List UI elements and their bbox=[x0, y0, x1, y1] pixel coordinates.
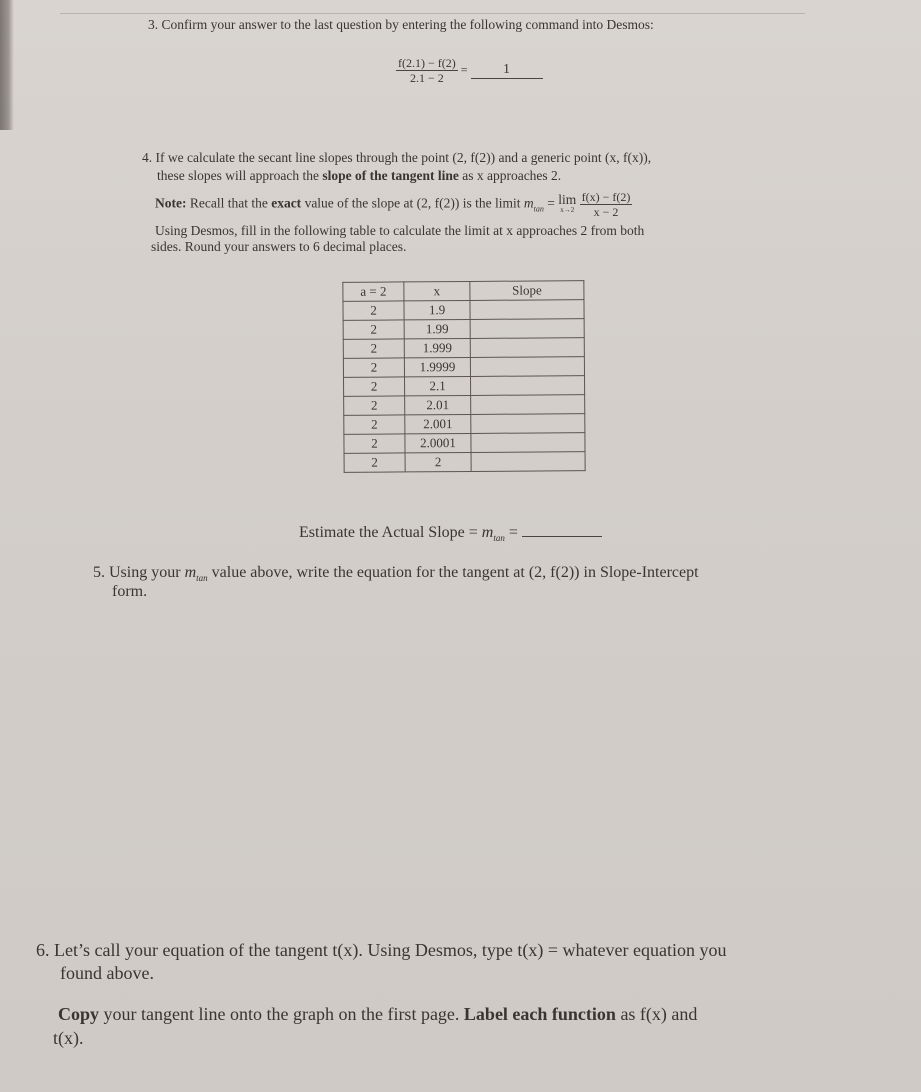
cell-a: 2 bbox=[344, 415, 405, 434]
cell-x: 2.001 bbox=[405, 414, 471, 433]
cell-x: 2.0001 bbox=[405, 433, 471, 452]
q4-line2-bold: slope of the tangent line bbox=[322, 168, 459, 183]
binder-edge bbox=[0, 0, 14, 130]
q5-text-a: Using your bbox=[109, 564, 181, 581]
q4-line2 bbox=[157, 167, 847, 184]
cell-x: 2.01 bbox=[405, 395, 471, 414]
q4-lim bbox=[558, 191, 577, 216]
cell-a: 2 bbox=[343, 358, 404, 377]
cell-slope[interactable] bbox=[470, 300, 584, 320]
top-rule bbox=[60, 13, 805, 14]
estimate-answer-blank[interactable] bbox=[522, 522, 602, 537]
estimate-m-sub: tan bbox=[493, 533, 505, 544]
q6-line1 bbox=[36, 938, 906, 963]
cell-x: 1.999 bbox=[404, 338, 470, 357]
q4-lim-label: lim bbox=[558, 191, 577, 207]
q4-number: 4. bbox=[142, 150, 153, 165]
cell-x: 2.1 bbox=[405, 376, 471, 395]
header-slope: Slope bbox=[470, 281, 584, 301]
cell-x: 1.9 bbox=[404, 300, 470, 319]
cell-a: 2 bbox=[343, 301, 404, 320]
table-row bbox=[343, 338, 584, 359]
q4-m-tan-sub: tan bbox=[533, 204, 544, 214]
q3-answer-mark: 1 bbox=[503, 62, 511, 78]
slope-table bbox=[342, 280, 585, 473]
q4-line2-b: as x approaches 2. bbox=[462, 168, 562, 183]
q4-line1: If we calculate the secant line slopes through the point (2, f(2)) and a generic point (x, f(x)), bbox=[155, 150, 652, 165]
cell-a: 2 bbox=[343, 339, 404, 358]
q5-m: m bbox=[184, 564, 197, 581]
q4-note-b: value of the slope at (2, f(2)) is the limit bbox=[304, 195, 521, 211]
q6-copy-c: t(x). bbox=[53, 1028, 84, 1048]
cell-a: 2 bbox=[344, 396, 405, 415]
q6-label-bold: Label each function bbox=[463, 1004, 616, 1024]
q3-answer-blank[interactable] bbox=[471, 62, 543, 79]
q3-equals: = bbox=[460, 62, 468, 77]
table-row bbox=[344, 376, 585, 397]
table-row bbox=[344, 395, 585, 416]
q3-instruction: Confirm your answer to the last question by entering the following command into Desmos: bbox=[161, 17, 654, 32]
q6-copy-bold: Copy bbox=[58, 1004, 100, 1024]
header-a: a = 2 bbox=[343, 282, 404, 301]
q5-line2: form. bbox=[112, 583, 148, 600]
q6-line1-text: Let’s call your equation of the tangent t(x). Using Desmos, type t(x) = whatever equation you bbox=[54, 940, 727, 960]
cell-slope[interactable] bbox=[471, 414, 585, 434]
q5-line1 bbox=[93, 562, 873, 589]
cell-x: 2 bbox=[405, 452, 471, 471]
estimate-m: m bbox=[481, 524, 494, 541]
q4-intro bbox=[142, 149, 832, 166]
table-row bbox=[343, 300, 584, 321]
header-x: x bbox=[404, 281, 470, 300]
cell-a: 2 bbox=[344, 453, 405, 472]
q6-number: 6. bbox=[36, 940, 50, 960]
table-header-row bbox=[343, 281, 584, 302]
estimate-label: Estimate the Actual Slope = bbox=[299, 524, 478, 541]
q6-line2: found above. bbox=[60, 963, 154, 983]
q4-using-line2: sides. Round your answers to 6 decimal places. bbox=[151, 239, 407, 254]
table-row bbox=[343, 357, 584, 378]
q3-fraction bbox=[396, 56, 458, 85]
cell-x: 1.99 bbox=[404, 319, 470, 338]
q4-note-label: Note: bbox=[155, 195, 187, 211]
q3-frac-top: f(2.1) − f(2) bbox=[398, 56, 456, 70]
q3-text bbox=[148, 16, 654, 33]
q4-note-bold: exact bbox=[271, 195, 302, 211]
cell-slope[interactable] bbox=[471, 433, 585, 453]
cell-slope[interactable] bbox=[470, 376, 584, 396]
q5-text-b: value above, write the equation for the tangent at (2, f(2)) in Slope-Intercept bbox=[211, 564, 699, 581]
cell-a: 2 bbox=[343, 320, 404, 339]
q3-formula bbox=[396, 56, 543, 85]
estimate-line bbox=[299, 522, 602, 549]
table-row bbox=[344, 433, 585, 454]
cell-slope[interactable] bbox=[470, 319, 584, 339]
q6-copy-b: as f(x) and bbox=[620, 1004, 698, 1024]
q4-using-line1: Using Desmos, fill in the following table to calculate the limit at x approaches 2 from both bbox=[155, 223, 645, 238]
cell-slope[interactable] bbox=[471, 395, 585, 415]
table-row bbox=[344, 452, 585, 473]
cell-slope[interactable] bbox=[470, 357, 584, 377]
q5-m-sub: tan bbox=[196, 573, 208, 584]
cell-a: 2 bbox=[344, 377, 405, 396]
cell-slope[interactable] bbox=[471, 452, 585, 472]
q4-note-a: Recall that the bbox=[189, 195, 268, 211]
cell-a: 2 bbox=[344, 434, 405, 453]
estimate-equals: = bbox=[508, 524, 518, 541]
q6-copy-a: your tangent line onto the graph on the first page. bbox=[103, 1004, 460, 1024]
table-row bbox=[343, 319, 584, 340]
q4-limit-frac-bottom: x − 2 bbox=[593, 205, 619, 219]
q3-number: 3. bbox=[148, 17, 159, 32]
q4-limit-frac-top: f(x) − f(2) bbox=[581, 190, 631, 204]
q6-copy-line bbox=[58, 1002, 918, 1027]
q4-limit-fraction bbox=[580, 190, 633, 219]
q4-lim-sub: x→2 bbox=[560, 205, 575, 214]
table-row bbox=[344, 414, 585, 435]
q3-frac-bottom: 2.1 − 2 bbox=[409, 71, 444, 85]
cell-x: 1.9999 bbox=[404, 357, 470, 376]
q5-number: 5. bbox=[93, 564, 105, 581]
q4-note: Note: Recall that the exact value of the slope at (2, f(2)) is the limit $m_{tan}$ = lim x→2 $\frac{f(x) - f(2)}{x - 2}$ bbox=[155, 190, 631, 219]
q4-line2-a: these slopes will approach the bbox=[157, 168, 319, 183]
cell-slope[interactable] bbox=[470, 338, 584, 358]
q4-m-tan: m bbox=[523, 195, 534, 211]
